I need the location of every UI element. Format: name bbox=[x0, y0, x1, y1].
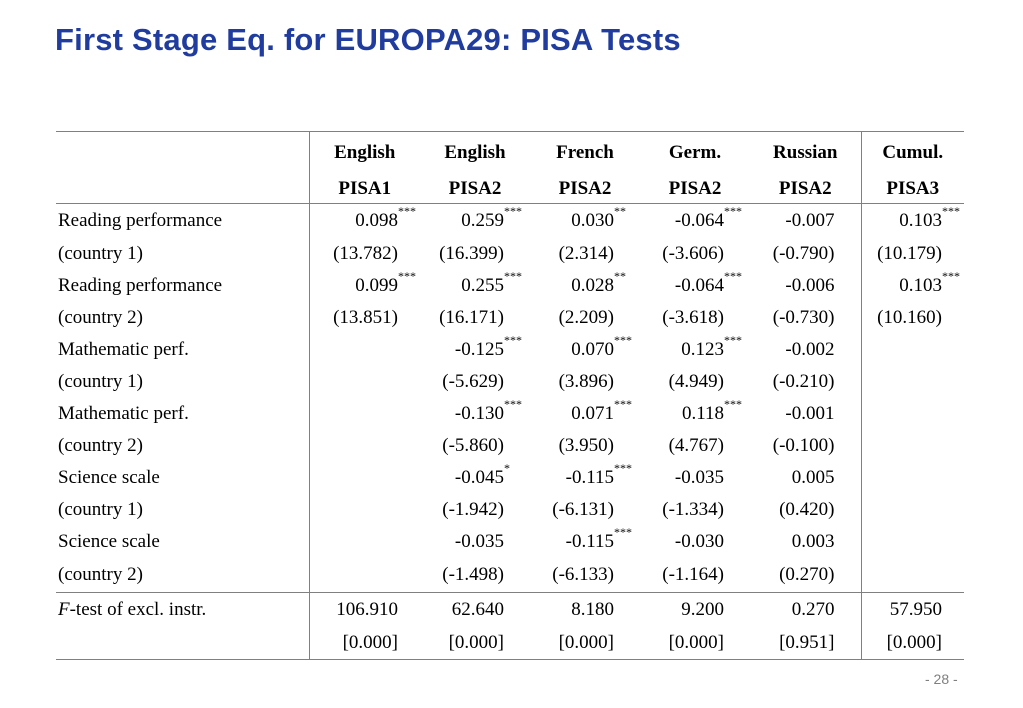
tstat-cell bbox=[750, 238, 861, 270]
cell-value: (-1.164) bbox=[662, 564, 724, 585]
cell-value: (-0.210) bbox=[772, 371, 835, 392]
coefficient-row bbox=[56, 334, 964, 366]
coefficient-cell bbox=[640, 334, 750, 366]
tstat-cell bbox=[530, 238, 640, 270]
row-label: Reading performance bbox=[56, 270, 309, 302]
cell-value: (-1.942) bbox=[442, 499, 504, 520]
significance-stars: *** bbox=[398, 204, 416, 218]
cell-value: 0.255 bbox=[461, 275, 504, 296]
column-subheader: PISA2 bbox=[640, 174, 750, 204]
tstat-cell bbox=[640, 238, 750, 270]
cell-value: (-1.334) bbox=[662, 499, 724, 520]
cell-value: (16.171) bbox=[439, 307, 504, 328]
column-subheader: PISA1 bbox=[309, 174, 420, 204]
coefficient-cell bbox=[309, 398, 420, 430]
significance-stars: *** bbox=[724, 204, 742, 218]
coefficient-cell bbox=[309, 204, 420, 239]
pvalue: [0.000] bbox=[861, 627, 964, 660]
tstat-cell bbox=[861, 494, 964, 526]
tstat-cell bbox=[640, 366, 750, 398]
cell-value: (3.950) bbox=[558, 435, 614, 456]
row-label: (country 1) bbox=[56, 238, 309, 270]
cell-value: (-3.618) bbox=[662, 307, 724, 328]
cell-value: (-6.133) bbox=[552, 564, 614, 585]
tstat-row bbox=[56, 238, 964, 270]
cell-value: (10.160) bbox=[877, 307, 942, 328]
coefficient-cell bbox=[420, 204, 530, 239]
coefficient-cell bbox=[861, 334, 964, 366]
ftest-label bbox=[56, 593, 309, 628]
significance-stars: *** bbox=[724, 333, 742, 347]
cell-value: -0.007 bbox=[785, 210, 835, 231]
tstat-row bbox=[56, 366, 964, 398]
ftest-label-italic: F bbox=[58, 599, 70, 620]
column-header: Germ. bbox=[640, 132, 750, 175]
coefficient-cell bbox=[309, 526, 420, 558]
coefficient-cell bbox=[750, 526, 861, 558]
tstat-cell bbox=[309, 366, 420, 398]
cell-value: (4.767) bbox=[668, 435, 724, 456]
coefficient-cell bbox=[640, 398, 750, 430]
significance-stars: *** bbox=[942, 204, 960, 218]
tstat-cell bbox=[750, 494, 861, 526]
significance-stars: *** bbox=[614, 525, 632, 539]
tstat-cell bbox=[420, 558, 530, 593]
coefficient-row bbox=[56, 526, 964, 558]
row-label: (country 2) bbox=[56, 302, 309, 334]
coefficient-cell bbox=[309, 334, 420, 366]
slide-title: First Stage Eq. for EUROPA29: PISA Tests bbox=[55, 22, 681, 57]
table-footer bbox=[56, 593, 964, 660]
cell-value: 0.103 bbox=[899, 275, 942, 296]
tstat-cell bbox=[750, 558, 861, 593]
coefficient-row bbox=[56, 270, 964, 302]
tstat-cell bbox=[861, 302, 964, 334]
cell-value: (-5.629) bbox=[442, 371, 504, 392]
coefficient-cell bbox=[861, 398, 964, 430]
significance-stars: *** bbox=[724, 397, 742, 411]
row-label: Mathematic perf. bbox=[56, 334, 309, 366]
cell-value: 0.103 bbox=[899, 210, 942, 231]
tstat-cell bbox=[861, 430, 964, 462]
cell-value: -0.115 bbox=[565, 467, 614, 488]
cell-value: 0.070 bbox=[571, 339, 614, 360]
coefficient-cell bbox=[309, 462, 420, 494]
pvalue-row bbox=[56, 627, 964, 660]
significance-stars: *** bbox=[614, 397, 632, 411]
tstat-cell bbox=[420, 430, 530, 462]
cell-value: -0.001 bbox=[785, 403, 835, 424]
cell-value: 0.028 bbox=[571, 275, 614, 296]
ftest-value: 8.180 bbox=[530, 593, 640, 628]
column-header: English bbox=[309, 132, 420, 175]
tstat-cell bbox=[530, 494, 640, 526]
cell-value: (10.179) bbox=[877, 243, 942, 264]
cell-value: -0.064 bbox=[674, 210, 724, 231]
cell-value: -0.002 bbox=[785, 339, 835, 360]
tstat-cell bbox=[309, 430, 420, 462]
pvalue: [0.000] bbox=[420, 627, 530, 660]
coefficient-cell bbox=[420, 462, 530, 494]
column-subheader: PISA3 bbox=[861, 174, 964, 204]
tstat-cell bbox=[420, 302, 530, 334]
tstat-cell bbox=[640, 494, 750, 526]
tstat-cell bbox=[420, 366, 530, 398]
tstat-cell bbox=[309, 494, 420, 526]
tstat-row bbox=[56, 494, 964, 526]
pvalue: [0.951] bbox=[750, 627, 861, 660]
tstat-cell bbox=[309, 238, 420, 270]
tstat-cell bbox=[530, 430, 640, 462]
significance-stars: *** bbox=[504, 204, 522, 218]
significance-stars: *** bbox=[614, 461, 632, 475]
cell-value: (16.399) bbox=[439, 243, 504, 264]
significance-stars: *** bbox=[942, 269, 960, 283]
tstat-cell bbox=[640, 558, 750, 593]
cell-value: -0.130 bbox=[454, 403, 504, 424]
cell-value: 0.003 bbox=[791, 531, 835, 552]
coefficient-cell bbox=[530, 526, 640, 558]
cell-value: (0.420) bbox=[779, 499, 835, 520]
cell-value: (-0.730) bbox=[772, 307, 835, 328]
pvalue-label bbox=[56, 627, 309, 660]
coefficient-row bbox=[56, 398, 964, 430]
header-empty-cell bbox=[56, 174, 309, 204]
cell-value: 0.030 bbox=[571, 210, 614, 231]
coefficient-cell bbox=[640, 526, 750, 558]
cell-value: -0.035 bbox=[454, 531, 504, 552]
significance-stars: *** bbox=[398, 269, 416, 283]
cell-value: (-5.860) bbox=[442, 435, 504, 456]
column-subheader: PISA2 bbox=[530, 174, 640, 204]
cell-value: -0.125 bbox=[454, 339, 504, 360]
coefficient-cell bbox=[750, 398, 861, 430]
coefficient-row bbox=[56, 204, 964, 239]
significance-stars: *** bbox=[614, 333, 632, 347]
cell-value: 0.071 bbox=[571, 403, 614, 424]
cell-value: -0.064 bbox=[674, 275, 724, 296]
header-row-2 bbox=[56, 174, 964, 204]
pvalue: [0.000] bbox=[530, 627, 640, 660]
coefficient-cell bbox=[420, 398, 530, 430]
coefficient-cell bbox=[750, 462, 861, 494]
coefficient-cell bbox=[420, 270, 530, 302]
column-header: French bbox=[530, 132, 640, 175]
row-label: (country 2) bbox=[56, 558, 309, 593]
tstat-row bbox=[56, 430, 964, 462]
cell-value: 0.098 bbox=[355, 210, 398, 231]
significance-stars: *** bbox=[504, 269, 522, 283]
tstat-cell bbox=[861, 366, 964, 398]
significance-stars: * bbox=[504, 461, 510, 475]
cell-value: -0.006 bbox=[785, 275, 835, 296]
coefficient-cell bbox=[750, 204, 861, 239]
pvalue: [0.000] bbox=[640, 627, 750, 660]
row-label: Science scale bbox=[56, 462, 309, 494]
cell-value: 0.259 bbox=[461, 210, 504, 231]
coefficient-cell bbox=[420, 334, 530, 366]
cell-value: 0.005 bbox=[791, 467, 835, 488]
coefficient-cell bbox=[530, 270, 640, 302]
cell-value: (13.851) bbox=[333, 307, 398, 328]
tstat-cell bbox=[420, 238, 530, 270]
ftest-value: 106.910 bbox=[309, 593, 420, 628]
coefficient-cell bbox=[530, 334, 640, 366]
coefficient-cell bbox=[861, 526, 964, 558]
cell-value: (-6.131) bbox=[552, 499, 614, 520]
cell-value: (0.270) bbox=[779, 564, 835, 585]
row-label: (country 2) bbox=[56, 430, 309, 462]
tstat-cell bbox=[861, 238, 964, 270]
column-subheader: PISA2 bbox=[420, 174, 530, 204]
coefficient-cell bbox=[640, 462, 750, 494]
coefficient-cell bbox=[861, 270, 964, 302]
cell-value: -0.030 bbox=[674, 531, 724, 552]
column-header: Cumul. bbox=[861, 132, 964, 175]
tstat-cell bbox=[750, 366, 861, 398]
tstat-cell bbox=[640, 430, 750, 462]
cell-value: -0.045 bbox=[454, 467, 504, 488]
coefficient-cell bbox=[530, 398, 640, 430]
coefficient-cell bbox=[309, 270, 420, 302]
column-header: English bbox=[420, 132, 530, 175]
tstat-cell bbox=[530, 302, 640, 334]
coefficient-cell bbox=[530, 462, 640, 494]
ftest-value: 9.200 bbox=[640, 593, 750, 628]
pvalue: [0.000] bbox=[309, 627, 420, 660]
tstat-cell bbox=[309, 302, 420, 334]
significance-stars: *** bbox=[504, 333, 522, 347]
table-body bbox=[56, 204, 964, 593]
cell-value: (-0.100) bbox=[772, 435, 835, 456]
coefficient-cell bbox=[530, 204, 640, 239]
coefficient-cell bbox=[640, 270, 750, 302]
row-label: Mathematic perf. bbox=[56, 398, 309, 430]
tstat-cell bbox=[530, 366, 640, 398]
significance-stars: *** bbox=[504, 397, 522, 411]
coefficient-cell bbox=[861, 462, 964, 494]
regression-table bbox=[56, 131, 964, 660]
cell-value: (4.949) bbox=[668, 371, 724, 392]
row-label: Reading performance bbox=[56, 204, 309, 239]
tstat-cell bbox=[750, 430, 861, 462]
cell-value: (13.782) bbox=[333, 243, 398, 264]
significance-stars: ** bbox=[614, 204, 626, 218]
slide-number: - 28 - bbox=[925, 671, 958, 687]
significance-stars: *** bbox=[724, 269, 742, 283]
column-subheader: PISA2 bbox=[750, 174, 861, 204]
ftest-value: 62.640 bbox=[420, 593, 530, 628]
cell-value: -0.115 bbox=[565, 531, 614, 552]
tstat-cell bbox=[420, 494, 530, 526]
coefficient-cell bbox=[750, 270, 861, 302]
cell-value: (3.896) bbox=[558, 371, 614, 392]
coefficient-cell bbox=[640, 204, 750, 239]
ftest-value: 57.950 bbox=[861, 593, 964, 628]
cell-value: (2.209) bbox=[558, 307, 614, 328]
cell-value: (-3.606) bbox=[662, 243, 724, 264]
column-header: Russian bbox=[750, 132, 861, 175]
cell-value: (-0.790) bbox=[772, 243, 835, 264]
ftest-row bbox=[56, 593, 964, 628]
cell-value: 0.118 bbox=[681, 403, 724, 424]
row-label: (country 1) bbox=[56, 494, 309, 526]
row-label: Science scale bbox=[56, 526, 309, 558]
cell-value: -0.035 bbox=[674, 467, 724, 488]
cell-value: (-1.498) bbox=[442, 564, 504, 585]
tstat-cell bbox=[530, 558, 640, 593]
cell-value: 0.123 bbox=[681, 339, 724, 360]
coefficient-row bbox=[56, 462, 964, 494]
tstat-cell bbox=[640, 302, 750, 334]
header-empty-cell bbox=[56, 132, 309, 175]
cell-value: 0.099 bbox=[355, 275, 398, 296]
header-row-1 bbox=[56, 132, 964, 175]
row-label: (country 1) bbox=[56, 366, 309, 398]
cell-value: (2.314) bbox=[558, 243, 614, 264]
coefficient-cell bbox=[750, 334, 861, 366]
ftest-value: 0.270 bbox=[750, 593, 861, 628]
tstat-cell bbox=[750, 302, 861, 334]
tstat-cell bbox=[309, 558, 420, 593]
tstat-cell bbox=[861, 558, 964, 593]
coefficient-cell bbox=[420, 526, 530, 558]
coefficient-cell bbox=[861, 204, 964, 239]
tstat-row bbox=[56, 302, 964, 334]
significance-stars: ** bbox=[614, 269, 626, 283]
tstat-row bbox=[56, 558, 964, 593]
ftest-label-rest: -test of excl. instr. bbox=[69, 599, 207, 620]
